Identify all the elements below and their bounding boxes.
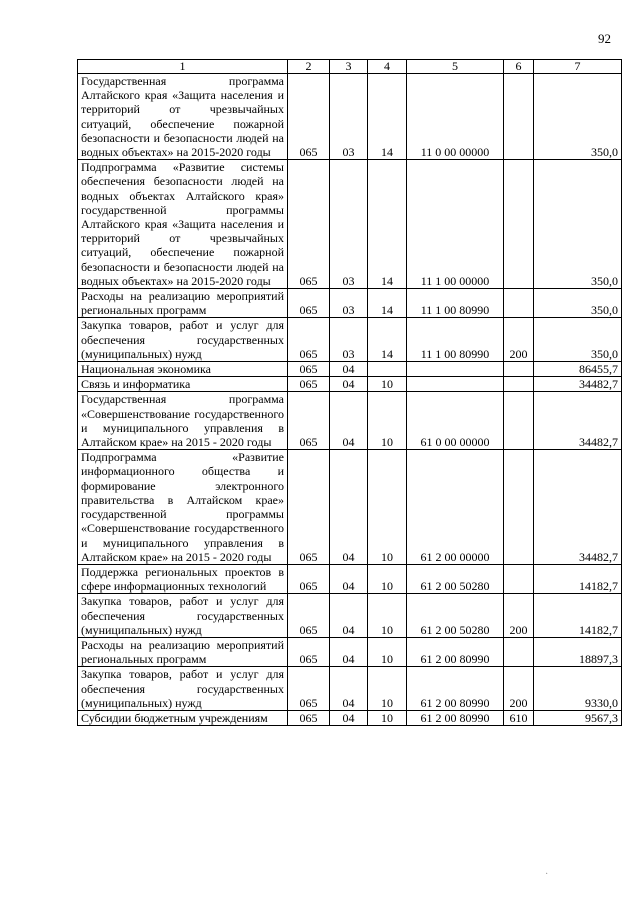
row-ved: 065 bbox=[288, 362, 330, 377]
row-vr bbox=[504, 377, 534, 392]
row-pr: 14 bbox=[368, 289, 407, 318]
row-pr: 10 bbox=[368, 667, 407, 711]
row-ved: 065 bbox=[288, 667, 330, 711]
row-sum: 350,0 bbox=[534, 160, 622, 289]
row-sum: 9330,0 bbox=[534, 667, 622, 711]
row-csr: 61 2 00 50280 bbox=[407, 564, 504, 593]
row-pr: 10 bbox=[368, 710, 407, 725]
row-ved: 065 bbox=[288, 160, 330, 289]
row-pr: 14 bbox=[368, 160, 407, 289]
row-csr: 61 2 00 50280 bbox=[407, 594, 504, 638]
row-vr bbox=[504, 637, 534, 666]
row-name: Связь и информатика bbox=[78, 377, 288, 392]
row-name: Закупка товаров, работ и услуг для обеспечения государственных (муниципальных) нужд bbox=[78, 318, 288, 362]
row-pr bbox=[368, 362, 407, 377]
table-row bbox=[78, 450, 622, 565]
row-rz: 04 bbox=[330, 450, 368, 565]
header-col-6: 6 bbox=[504, 60, 534, 74]
row-name: Расходы на реализацию мероприятий региональных программ bbox=[78, 637, 288, 666]
header-row bbox=[78, 60, 622, 74]
row-vr bbox=[504, 74, 534, 160]
row-csr bbox=[407, 377, 504, 392]
row-pr: 10 bbox=[368, 594, 407, 638]
table-body bbox=[78, 74, 622, 726]
page-number: 92 bbox=[598, 31, 611, 46]
row-ved: 065 bbox=[288, 564, 330, 593]
row-vr: 610 bbox=[504, 710, 534, 725]
table-row bbox=[78, 289, 622, 318]
row-sum: 86455,7 bbox=[534, 362, 622, 377]
row-rz: 04 bbox=[330, 392, 368, 450]
row-sum: 350,0 bbox=[534, 289, 622, 318]
row-vr: 200 bbox=[504, 667, 534, 711]
header-col-2: 2 bbox=[288, 60, 330, 74]
row-ved: 065 bbox=[288, 637, 330, 666]
row-name: Подпрограмма «Развитие информационного общества и формирование электронного правительства в Алтайском крае» государственной программы «Совершенствование государственного и муниципального управления в Алтайском крае» на 2015 - 2020 годы bbox=[78, 450, 288, 565]
row-sum: 350,0 bbox=[534, 318, 622, 362]
row-csr: 11 0 00 00000 bbox=[407, 74, 504, 160]
row-ved: 065 bbox=[288, 289, 330, 318]
header-col-7: 7 bbox=[534, 60, 622, 74]
row-rz: 04 bbox=[330, 362, 368, 377]
row-sum: 350,0 bbox=[534, 74, 622, 160]
table-row bbox=[78, 362, 622, 377]
row-rz: 03 bbox=[330, 289, 368, 318]
row-csr: 11 1 00 80990 bbox=[407, 318, 504, 362]
row-csr: 61 2 00 80990 bbox=[407, 667, 504, 711]
row-name: Субсидии бюджетным учреждениям bbox=[78, 710, 288, 725]
row-rz: 03 bbox=[330, 160, 368, 289]
row-name: Государственная программа «Совершенствование государственного и муниципального управления в Алтайском крае» на 2015 - 2020 годы bbox=[78, 392, 288, 450]
table-row bbox=[78, 318, 622, 362]
row-sum: 34482,7 bbox=[534, 450, 622, 565]
row-csr: 61 2 00 80990 bbox=[407, 637, 504, 666]
row-sum: 34482,7 bbox=[534, 392, 622, 450]
row-csr: 61 2 00 00000 bbox=[407, 450, 504, 565]
row-ved: 065 bbox=[288, 392, 330, 450]
row-name: Поддержка региональных проектов в сфере информационных технологий bbox=[78, 564, 288, 593]
row-ved: 065 bbox=[288, 450, 330, 565]
row-rz: 04 bbox=[330, 564, 368, 593]
row-vr bbox=[504, 450, 534, 565]
row-vr bbox=[504, 289, 534, 318]
row-sum: 14182,7 bbox=[534, 564, 622, 593]
row-vr bbox=[504, 160, 534, 289]
row-csr: 11 1 00 00000 bbox=[407, 160, 504, 289]
row-rz: 03 bbox=[330, 318, 368, 362]
row-rz: 04 bbox=[330, 377, 368, 392]
row-sum: 9567,3 bbox=[534, 710, 622, 725]
table-row bbox=[78, 710, 622, 725]
row-sum: 14182,7 bbox=[534, 594, 622, 638]
table-row bbox=[78, 564, 622, 593]
row-pr: 10 bbox=[368, 450, 407, 565]
table-row bbox=[78, 667, 622, 711]
row-rz: 03 bbox=[330, 74, 368, 160]
row-rz: 04 bbox=[330, 667, 368, 711]
header-col-5: 5 bbox=[407, 60, 504, 74]
row-name: Закупка товаров, работ и услуг для обеспечения государственных (муниципальных) нужд bbox=[78, 594, 288, 638]
row-vr bbox=[504, 392, 534, 450]
row-name: Национальная экономика bbox=[78, 362, 288, 377]
row-vr: 200 bbox=[504, 594, 534, 638]
row-rz: 04 bbox=[330, 594, 368, 638]
row-pr: 10 bbox=[368, 392, 407, 450]
row-csr: 61 2 00 80990 bbox=[407, 710, 504, 725]
row-name: Государственная программа Алтайского края «Защита населения и территорий от чрезвычайных ситуаций, обеспечение пожарной безопасности и безопасности людей на водных объектах» на 2015-2020 годы bbox=[78, 74, 288, 160]
row-name: Подпрограмма «Развитие системы обеспечения безопасности людей на водных объектах Алтайского края» государственной программы Алтайского края «Защита населения и территорий от чрезвычайных ситуаций, обеспечение пожарной безопасности и безопасности людей на водных объектах» на 2015-2020 годы bbox=[78, 160, 288, 289]
row-ved: 065 bbox=[288, 594, 330, 638]
row-ved: 065 bbox=[288, 74, 330, 160]
row-csr bbox=[407, 362, 504, 377]
scan-artifact: · bbox=[545, 869, 549, 880]
row-ved: 065 bbox=[288, 377, 330, 392]
row-ved: 065 bbox=[288, 710, 330, 725]
row-vr bbox=[504, 362, 534, 377]
row-sum: 34482,7 bbox=[534, 377, 622, 392]
row-rz: 04 bbox=[330, 710, 368, 725]
table-row bbox=[78, 594, 622, 638]
budget-table bbox=[77, 59, 622, 726]
table-row bbox=[78, 160, 622, 289]
row-pr: 10 bbox=[368, 377, 407, 392]
header-col-4: 4 bbox=[368, 60, 407, 74]
table-row bbox=[78, 74, 622, 160]
row-vr bbox=[504, 564, 534, 593]
table-row bbox=[78, 392, 622, 450]
row-name: Закупка товаров, работ и услуг для обеспечения государственных (муниципальных) нужд bbox=[78, 667, 288, 711]
row-pr: 10 bbox=[368, 637, 407, 666]
row-vr: 200 bbox=[504, 318, 534, 362]
row-sum: 18897,3 bbox=[534, 637, 622, 666]
row-csr: 11 1 00 80990 bbox=[407, 289, 504, 318]
row-pr: 10 bbox=[368, 564, 407, 593]
header-col-3: 3 bbox=[330, 60, 368, 74]
row-name: Расходы на реализацию мероприятий региональных программ bbox=[78, 289, 288, 318]
row-ved: 065 bbox=[288, 318, 330, 362]
row-csr: 61 0 00 00000 bbox=[407, 392, 504, 450]
table-header bbox=[78, 60, 622, 74]
header-col-1: 1 bbox=[78, 60, 288, 74]
table-row bbox=[78, 377, 622, 392]
row-pr: 14 bbox=[368, 74, 407, 160]
table-row bbox=[78, 637, 622, 666]
row-pr: 14 bbox=[368, 318, 407, 362]
row-rz: 04 bbox=[330, 637, 368, 666]
